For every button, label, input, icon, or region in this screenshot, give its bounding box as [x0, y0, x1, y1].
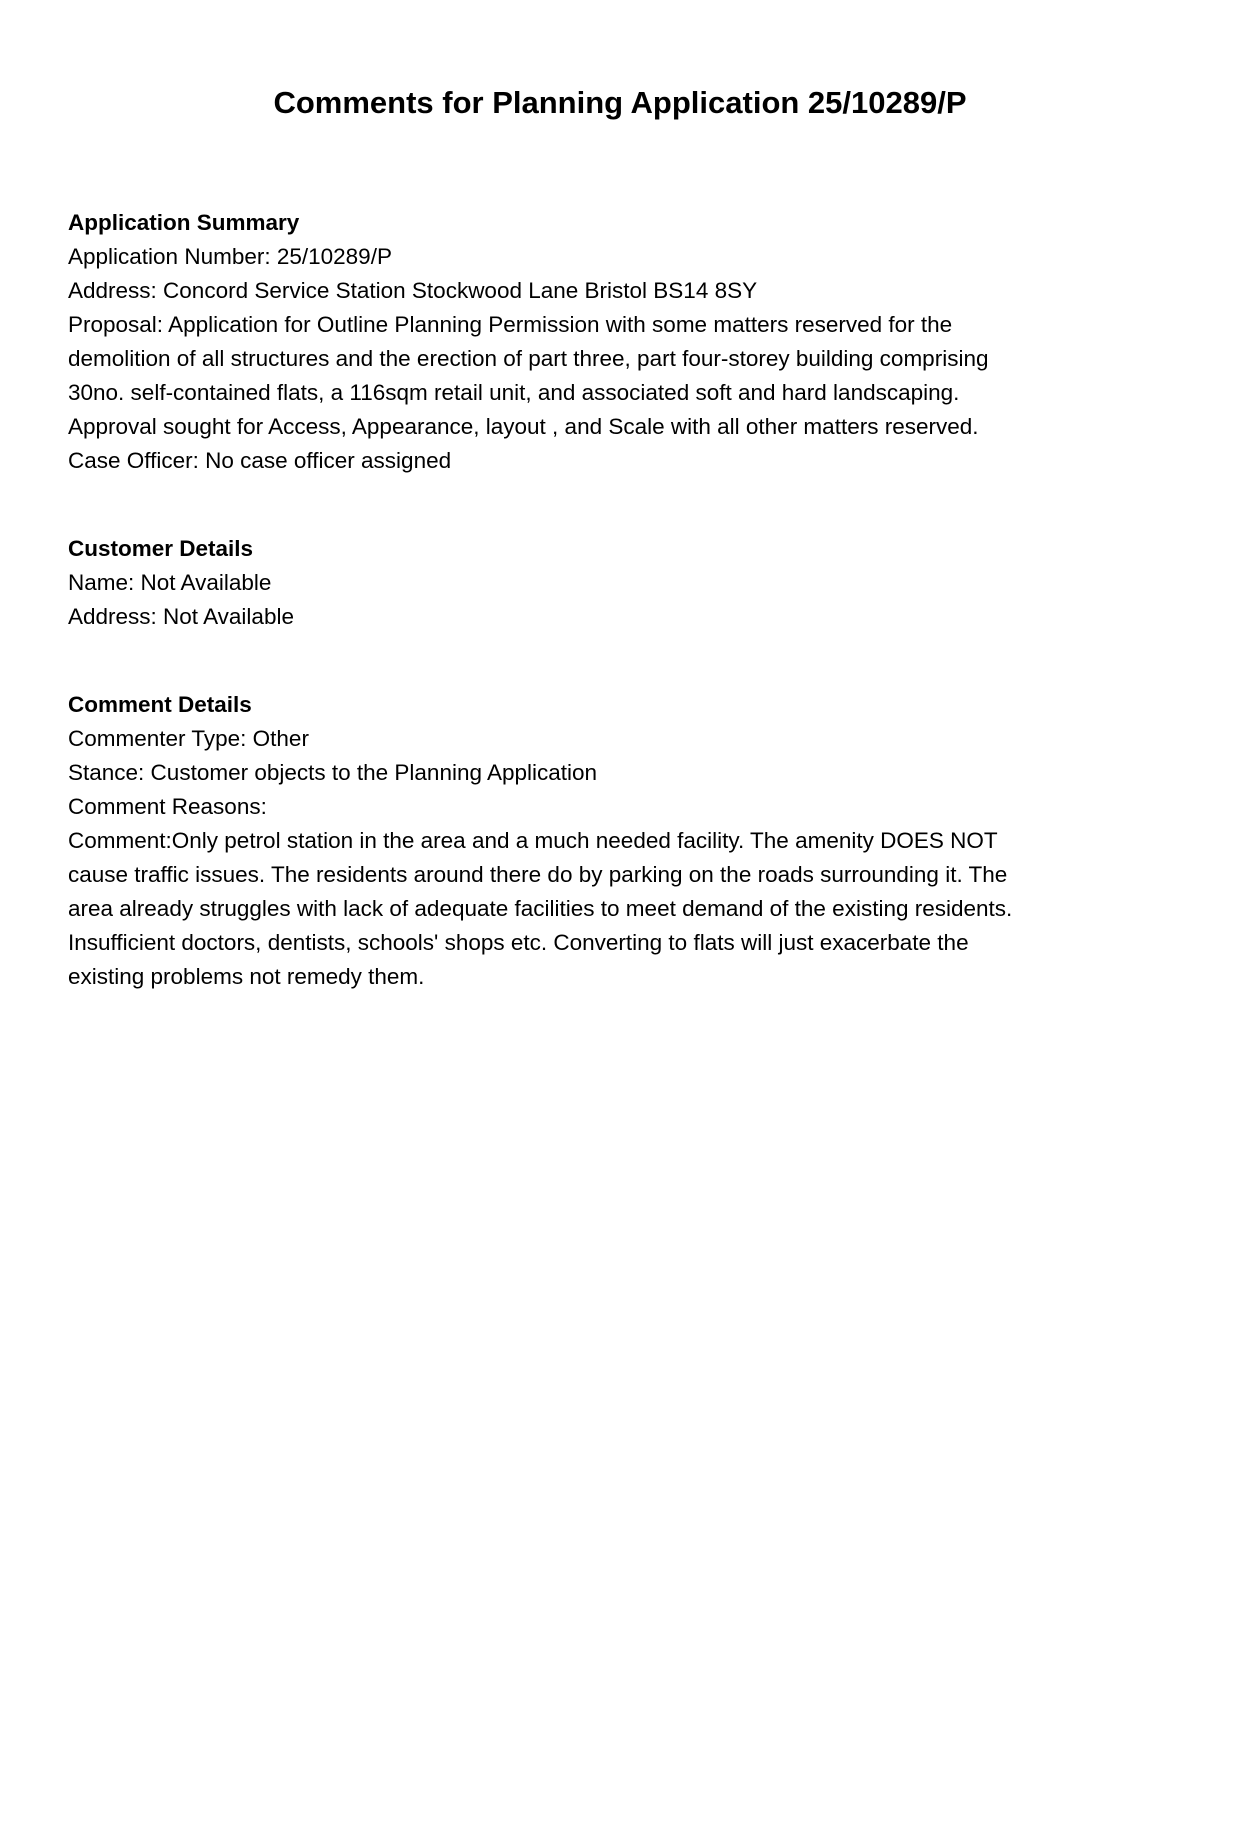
application-case-officer-line: Case Officer: No case officer assigned [68, 448, 452, 473]
customer-address-line: Address: Not Available [68, 604, 294, 629]
application-proposal-line: Proposal: Application for Outline Planning Permission with some matters reserved for the demolition of all structures and the erection of part three, part four-storey building comprising 30no. self-contained flats, a 116sqm retail unit, and associated soft and hard landscaping. Approval sought for Access, Appearance, layout , and Scale with all other matters reserved. [68, 312, 989, 439]
comment-text: Comment:Only petrol station in the area and a much needed facility. The amenity DOES NOT cause traffic issues. The residents around there do by parking on the roads surrounding it. The area already struggles with lack of adequate facilities to meet demand of the existing residents. Insufficient doctors, dentists, schools' shops etc. Converting to flats will just exacerbate the existing problems not remedy them. [68, 828, 1013, 989]
application-number-line: Application Number: 25/10289/P [68, 244, 392, 269]
customer-name-line: Name: Not Available [68, 570, 272, 595]
comment-details-heading: Comment Details [68, 692, 252, 717]
comment-reasons-line: Comment Reasons: [68, 794, 267, 819]
commenter-type-line: Commenter Type: Other [68, 726, 309, 751]
application-summary-heading: Application Summary [68, 210, 300, 235]
customer-details-heading: Customer Details [68, 536, 254, 561]
section-application-summary [68, 206, 1026, 478]
document-title: Comments for Planning Application 25/10289/P [273, 85, 967, 120]
section-comment-details [68, 688, 1026, 994]
document-page [0, 84, 1240, 994]
stance-line: Stance: Customer objects to the Planning Application [68, 760, 598, 785]
application-address-line: Address: Concord Service Station Stockwood Lane Bristol BS14 8SY [68, 278, 758, 303]
section-customer-details [68, 532, 1026, 634]
